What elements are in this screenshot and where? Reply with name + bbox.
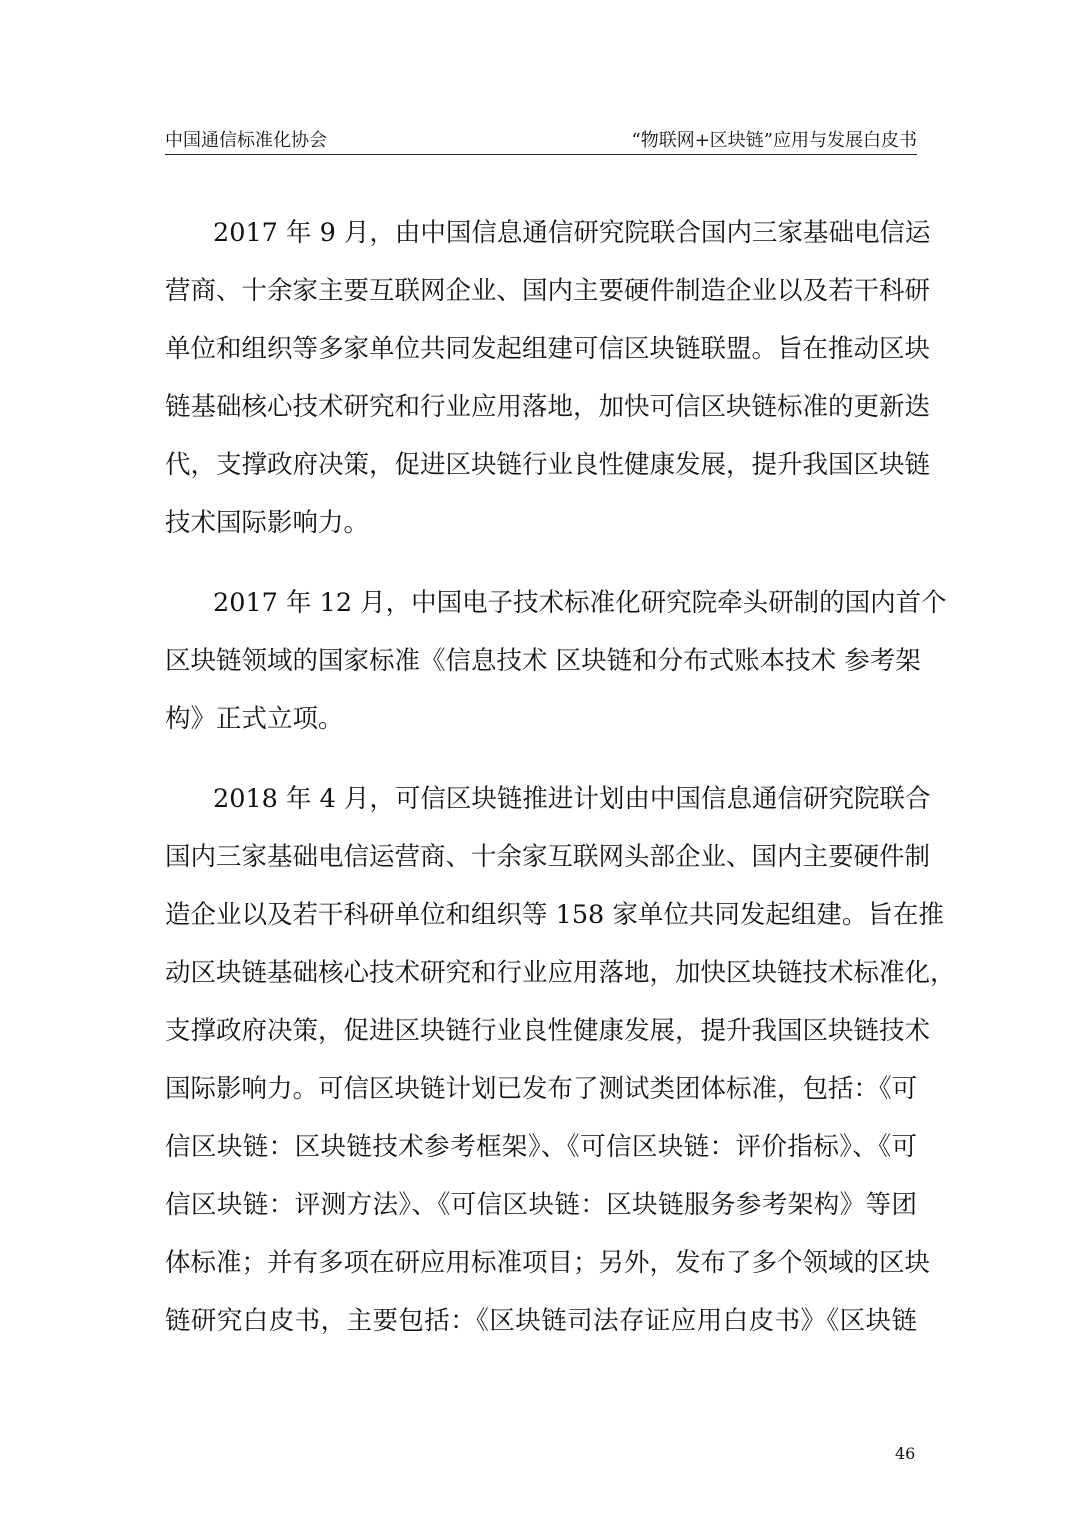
text-line: 体标准；并有多项在研应用标准项目；另外，发布了多个领域的区块: [165, 1248, 931, 1278]
text-line: 支撑政府决策，促进区块链行业良性健康发展，提升我国区块链技术: [165, 1016, 931, 1046]
text-line: 区块链领域的国家标准《信息技术 区块链和分布式账本技术 参考架: [165, 646, 921, 676]
text-line: 技术国际影响力。: [165, 508, 370, 538]
page-header: [165, 124, 917, 155]
text-line: 国内三家基础电信运营商、十余家互联网头部企业、国内主要硬件制: [165, 842, 931, 872]
text-line: 2017 年 12 月，中国电子技术标准化研究院牵头研制的国内首个: [213, 588, 947, 618]
text-line: 2018 年 4 月，可信区块链推进计划由中国信息通信研究院联合: [213, 784, 931, 814]
paragraph-2017-december: [165, 580, 947, 754]
text-line: 造企业以及若干科研单位和组织等 158 家单位共同发起组建。旨在推: [165, 900, 944, 930]
text-line: 动区块链基础核心技术研究和行业应用落地，加快区块链技术标准化，: [165, 958, 956, 988]
header-document-title: “物联网+区块链”应用与发展白皮书: [631, 130, 917, 151]
header-organization: 中国通信标准化协会: [165, 130, 327, 151]
text-line: 构》正式立项。: [165, 704, 344, 734]
text-line: 链基础核心技术研究和行业应用落地，加快可信区块链标准的更新迭: [165, 392, 931, 422]
text-line: 2017 年 9 月，由中国信息通信研究院联合国内三家基础电信运: [213, 218, 931, 248]
text-line: 代，支撑政府决策，促进区块链行业良性健康发展，提升我国区块链: [165, 450, 931, 480]
paragraph-2017-september: [165, 210, 931, 558]
text-line: 信区块链：评测方法》、《可信区块链：区块链服务参考架构》等团: [165, 1190, 917, 1220]
paragraph-2018-april: [165, 776, 956, 1356]
page-number: 46: [895, 1444, 916, 1463]
text-line: 单位和组织等多家单位共同发起组建可信区块链联盟。旨在推动区块: [165, 334, 931, 364]
text-line: 链研究白皮书，主要包括：《区块链司法存证应用白皮书》《区块链: [165, 1306, 917, 1336]
body-text: [165, 210, 956, 1378]
text-line: 国际影响力。可信区块链计划已发布了测试类团体标准，包括：《可: [165, 1074, 918, 1104]
text-line: 信区块链：区块链技术参考框架》、《可信区块链：评价指标》、《可: [165, 1132, 917, 1162]
text-line: 营商、十余家主要互联网企业、国内主要硬件制造企业以及若干科研: [165, 276, 931, 306]
